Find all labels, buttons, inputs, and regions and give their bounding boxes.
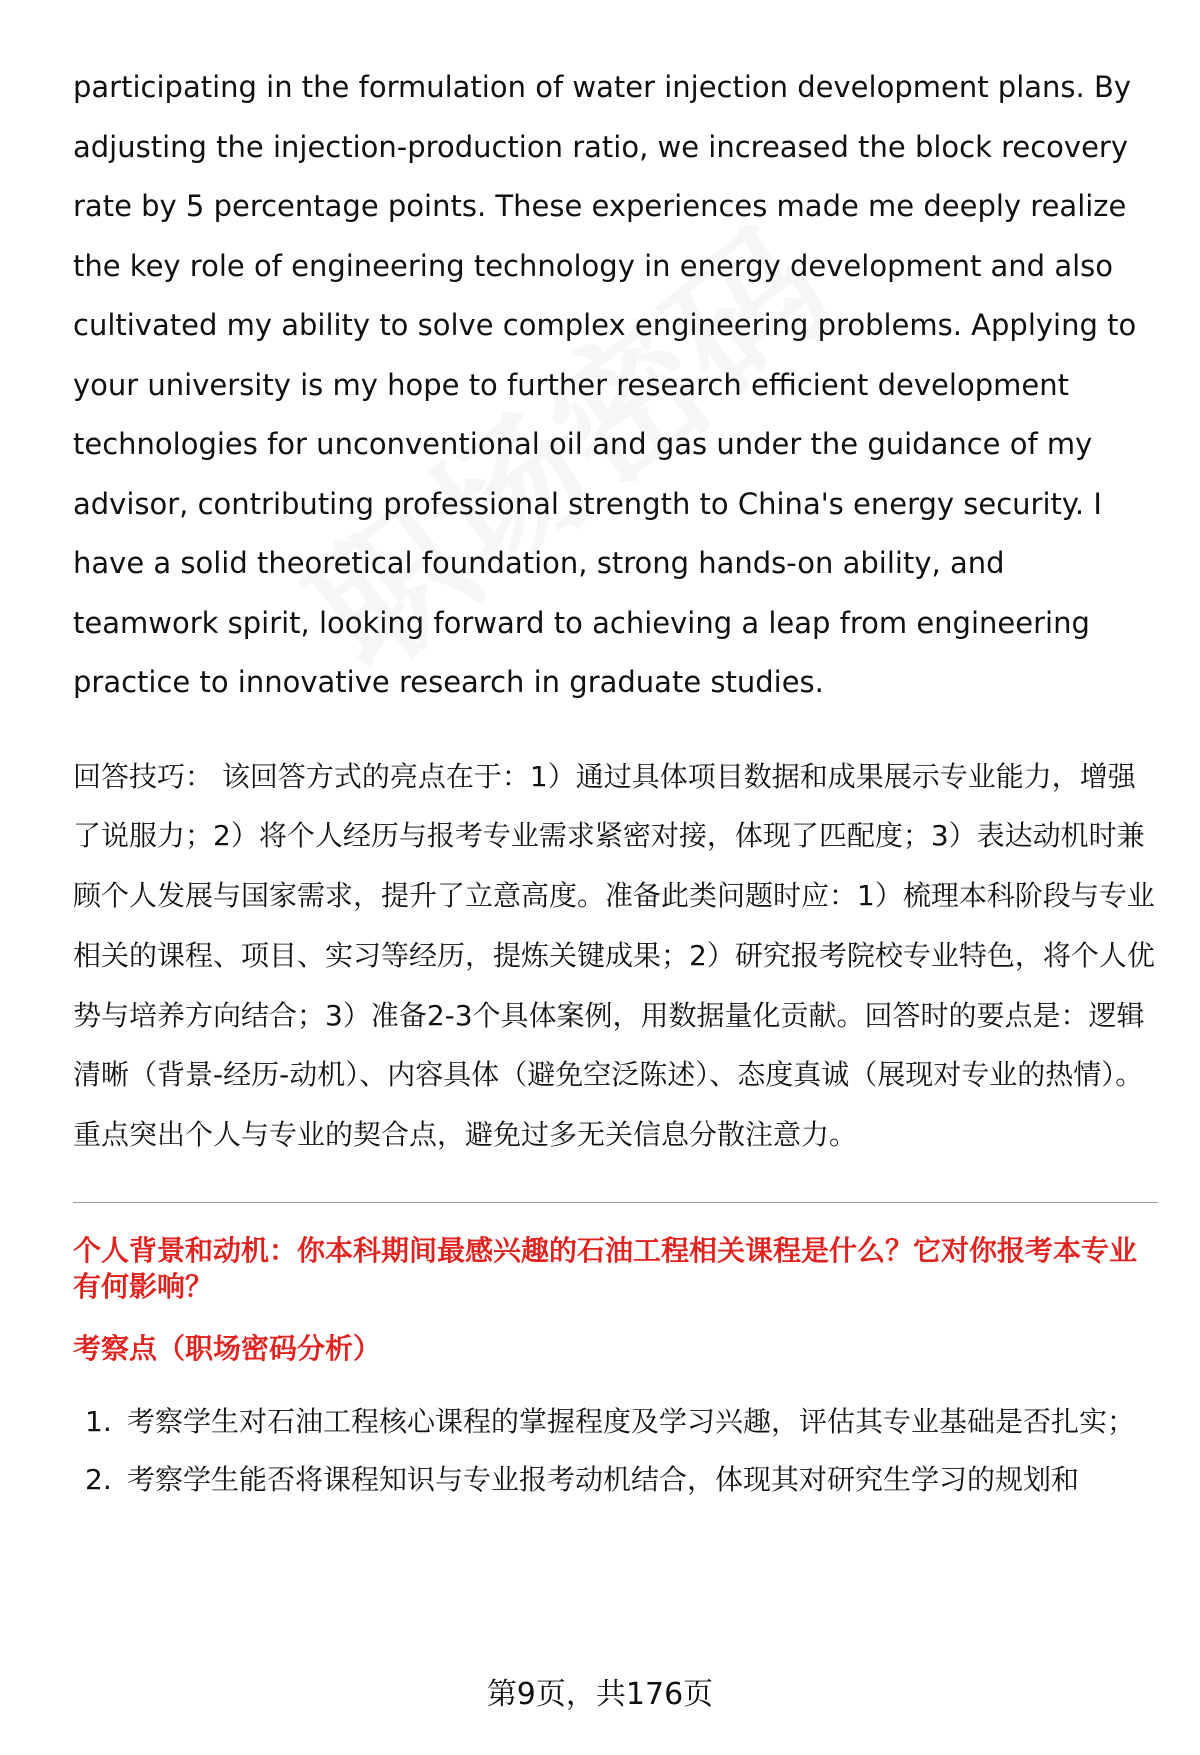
list-item-number: 1. [85,1405,112,1439]
focus-points-list [73,1393,1158,1509]
section-divider [73,1202,1158,1203]
document-page [73,58,1158,1509]
list-item [73,1393,1158,1451]
list-item-text: 考察学生对石油工程核心课程的掌握程度及学习兴趣，评估其专业基础是否扎实； [127,1405,1136,1439]
question-heading: 个人背景和动机：你本科期间最感兴趣的石油工程相关课程是什么？它对你报考本专业有何影响？ [73,1234,1138,1304]
list-item [73,1451,1158,1509]
focus-heading: 考察点（职场密码分析） [73,1332,382,1366]
page-footer: 第9页，共176页 [486,1677,714,1712]
list-item-number: 2. [85,1463,112,1497]
answer-tip-paragraph: 回答技巧： 该回答方式的亮点在于：1）通过具体项目数据和成果展示专业能力，增强了说服力；2）将个人经历与报考专业需求紧密对接，体现了匹配度；3）表达动机时兼顾个人发展与国家需求，提升了立意高度。准备此类问题时应：1）梳理本科阶段与专业相关的课程、项目、实习等经历，提炼关键成果；2）研究报考院校专业特色，将个人优势与培养方向结合；3）准备2-3个具体案例，用数据量化贡献。回答时的要点是：逻辑清晰（背景-经历-动机）、内容具体（避免空泛陈述）、态度真诚（展现对专业的热情）。重点突出个人与专业的契合点，避免过多无关信息分散注意力。 [73,759,1155,1152]
list-item-text: 考察学生能否将课程知识与专业报考动机结合，体现其对研究生学习的规划和 [127,1463,1080,1497]
answer-paragraph: participating in the formulation of water injection development plans. By adjusting the injection-production ratio, we increased the block recovery rate by 5 percentage points. These experiences made me deeply realize the key role of engineering technology in energy development and also cultivated my ability to solve complex engineering problems. Applying to your university is my hope to further research efficient development technologies for unconventional oil and gas under the guidance of my advisor, contributing professional strength to China's energy security. I have a solid theoretical foundation, strong hands-on ability, and teamwork spirit, looking forward to achieving a leap from engineering practice to innovative research in graduate studies. [73,70,1137,699]
